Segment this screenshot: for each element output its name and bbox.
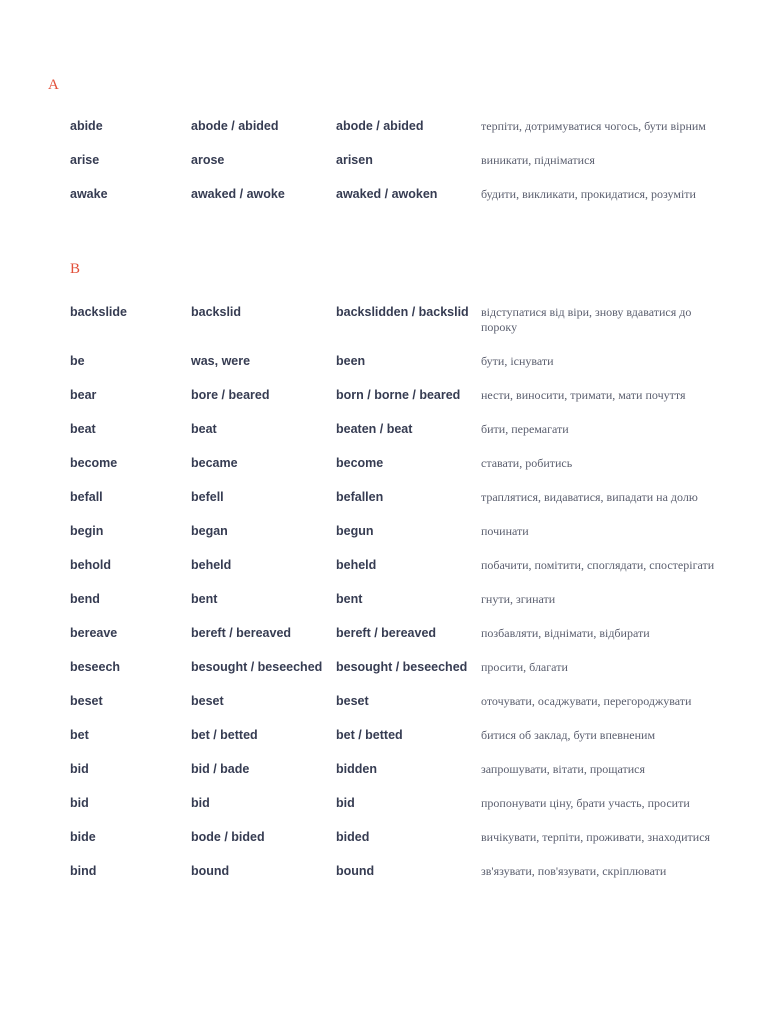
verb-base-form: backslide [70, 305, 127, 319]
table-row [0, 863, 768, 897]
verb-base-form: beat [70, 422, 96, 436]
verb-translation: виникати, підніматися [481, 153, 595, 167]
verb-base-form: bereave [70, 626, 118, 640]
row-indent [0, 659, 70, 693]
verb-translation: гнути, згинати [481, 592, 556, 606]
verb-base-form: abide [70, 119, 103, 133]
verb-translation: ставати, робитись [481, 456, 573, 470]
verb-past-simple: bode / bided [191, 830, 265, 844]
verb-base-form: bear [70, 388, 97, 402]
table-row [0, 421, 768, 455]
verb-base-form: be [70, 354, 85, 368]
verb-translation: починати [481, 524, 529, 538]
row-indent [0, 455, 70, 489]
table-row [0, 523, 768, 557]
table-row [0, 304, 768, 353]
verb-translation: пропонувати ціну, брати участь, просити [481, 796, 690, 810]
table-row [0, 557, 768, 591]
verb-base-form: arise [70, 153, 100, 167]
row-indent [0, 186, 70, 220]
verb-translation: терпіти, дотримуватися чогось, бути вірним [481, 119, 706, 133]
verb-past-participle: backslidden / backslid [336, 305, 469, 319]
verb-past-participle: been [336, 354, 366, 368]
verb-past-simple: bereft / bereaved [191, 626, 292, 640]
table-row [0, 455, 768, 489]
verb-base-form: awake [70, 187, 108, 201]
verb-past-simple: arose [191, 153, 225, 167]
table-row [0, 591, 768, 625]
verb-past-participle: become [336, 456, 384, 470]
verb-past-simple: bet / betted [191, 728, 258, 742]
verb-past-simple: beset [191, 694, 224, 708]
verb-translation: нести, виносити, тримати, мати почуття [481, 388, 686, 402]
verb-table-a [0, 118, 768, 220]
table-row [0, 489, 768, 523]
verb-translation: відступатися від віри, знову вдаватися до пороку [481, 305, 692, 334]
table-row [0, 693, 768, 727]
verb-past-participle: bet / betted [336, 728, 403, 742]
table-row [0, 152, 768, 186]
verb-past-simple: bid / bade [191, 762, 250, 776]
verb-past-participle: awaked / awoken [336, 187, 438, 201]
row-indent [0, 523, 70, 557]
verb-past-participle: bent [336, 592, 363, 606]
row-indent [0, 863, 70, 897]
verb-translation: оточувати, осаджувати, перегороджувати [481, 694, 692, 708]
verb-past-simple: bore / beared [191, 388, 270, 402]
table-row [0, 387, 768, 421]
row-indent [0, 693, 70, 727]
table-row [0, 625, 768, 659]
verb-past-simple: besought / beseeched [191, 660, 323, 674]
verb-past-participle: arisen [336, 153, 373, 167]
table-row [0, 795, 768, 829]
verb-past-participle: bereft / bereaved [336, 626, 437, 640]
row-indent [0, 761, 70, 795]
verb-translation: траплятися, видаватися, випадати на долю [481, 490, 698, 504]
row-indent [0, 118, 70, 152]
verb-past-participle: bidden [336, 762, 377, 776]
verb-base-form: befall [70, 490, 103, 504]
verb-past-simple: backslid [191, 305, 242, 319]
verb-past-participle: begun [336, 524, 374, 538]
row-indent [0, 353, 70, 387]
row-indent [0, 152, 70, 186]
row-indent [0, 421, 70, 455]
verb-base-form: bid [70, 796, 89, 810]
table-row [0, 186, 768, 220]
verb-base-form: beseech [70, 660, 121, 674]
verb-past-simple: became [191, 456, 238, 470]
verb-table-b [0, 304, 768, 897]
row-indent [0, 591, 70, 625]
verb-translation: бити, перемагати [481, 422, 569, 436]
verb-past-participle: born / borne / beared [336, 388, 461, 402]
verb-past-simple: awaked / awoke [191, 187, 285, 201]
verb-base-form: bid [70, 762, 89, 776]
verb-past-simple: bid [191, 796, 210, 810]
verb-base-form: bind [70, 864, 97, 878]
verb-base-form: beset [70, 694, 103, 708]
verb-past-simple: was, were [191, 354, 251, 368]
verb-past-simple: abode / abided [191, 119, 279, 133]
row-indent [0, 557, 70, 591]
section-letter-b: B [70, 261, 81, 277]
verb-translation: просити, благати [481, 660, 568, 674]
row-indent [0, 829, 70, 863]
table-row [0, 659, 768, 693]
verb-translation: позбавляти, віднімати, відбирати [481, 626, 650, 640]
verb-past-participle: befallen [336, 490, 384, 504]
verb-translation: вичікувати, терпіти, проживати, знаходитися [481, 830, 711, 844]
verb-translation: бути, існувати [481, 354, 554, 368]
row-indent [0, 304, 70, 353]
verb-past-participle: bided [336, 830, 370, 844]
verb-translation: битися об заклад, бути впевненим [481, 728, 656, 742]
table-row [0, 727, 768, 761]
table-row [0, 118, 768, 152]
row-indent [0, 727, 70, 761]
verb-past-simple: bound [191, 864, 230, 878]
table-row [0, 761, 768, 795]
verb-translation: запрошувати, вітати, прощатися [481, 762, 646, 776]
verb-past-participle: abode / abided [336, 119, 424, 133]
verb-past-simple: bent [191, 592, 218, 606]
section-letter-a: A [48, 77, 59, 93]
verb-translation: будити, викликати, прокидатися, розуміти [481, 187, 696, 201]
table-row [0, 353, 768, 387]
verb-past-participle: bid [336, 796, 355, 810]
verb-base-form: bend [70, 592, 100, 606]
verb-translation: зв'язувати, пов'язувати, скріплювати [481, 864, 667, 878]
table-row [0, 829, 768, 863]
verb-translation: побачити, помітити, споглядати, спостерігати [481, 558, 715, 572]
verb-past-simple: beheld [191, 558, 232, 572]
verb-past-participle: bound [336, 864, 375, 878]
verb-past-participle: beaten / beat [336, 422, 413, 436]
verb-base-form: behold [70, 558, 111, 572]
verb-past-participle: beset [336, 694, 369, 708]
verb-base-form: become [70, 456, 118, 470]
verb-past-simple: befell [191, 490, 224, 504]
row-indent [0, 625, 70, 659]
verb-past-participle: besought / beseeched [336, 660, 468, 674]
row-indent [0, 387, 70, 421]
verb-base-form: bide [70, 830, 96, 844]
verb-past-participle: beheld [336, 558, 377, 572]
verb-base-form: bet [70, 728, 89, 742]
row-indent [0, 795, 70, 829]
verb-past-simple: beat [191, 422, 217, 436]
row-indent [0, 489, 70, 523]
verb-past-simple: began [191, 524, 228, 538]
verb-base-form: begin [70, 524, 104, 538]
